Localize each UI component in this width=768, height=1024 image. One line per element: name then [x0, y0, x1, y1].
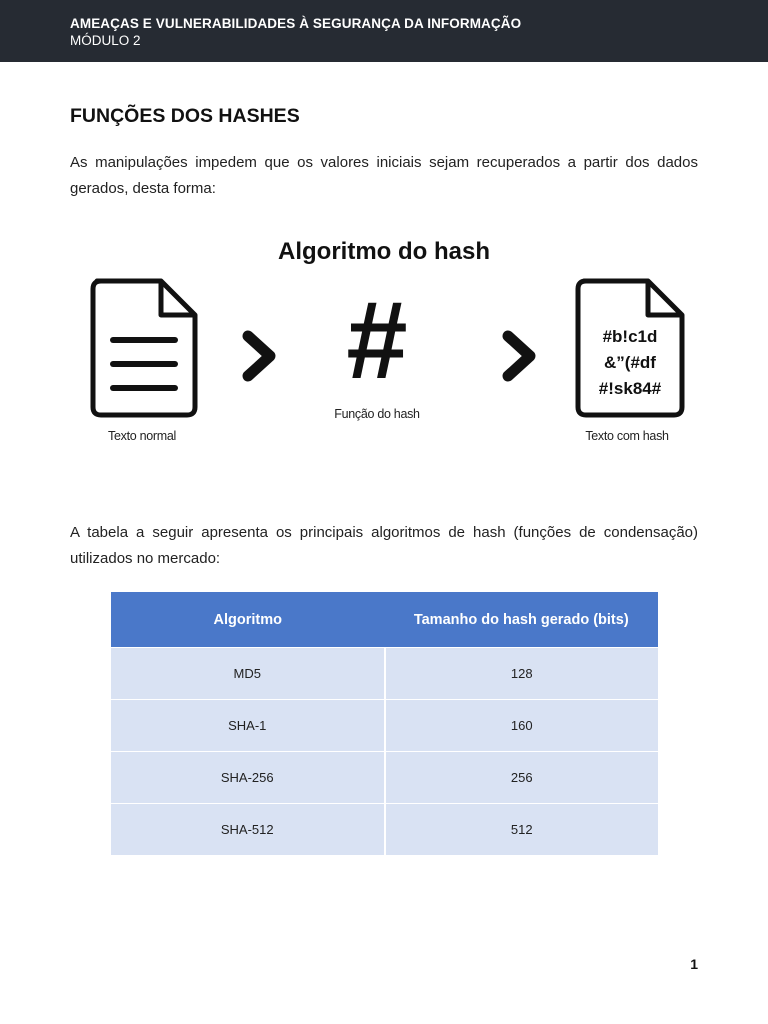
document-title: AMEAÇAS E VULNERABILIDADES À SEGURANÇA DA INFORMAÇÃO [70, 16, 522, 31]
table-header-row [111, 592, 658, 648]
algorithm-cell: MD5 [111, 648, 385, 700]
section-title: FUNÇÕES DOS HASHES [70, 105, 300, 127]
intro-paragraph: As manipulações impedem que os valores iniciais sejam recuperados a partir dos dados gerados, desta forma: [70, 154, 698, 197]
module-label: MÓDULO 2 [70, 33, 141, 48]
hashed-text-line: #b!c1d [602, 327, 658, 346]
document-header-bar [0, 0, 768, 62]
hash-size-cell: 512 [385, 804, 659, 856]
hashed-text-line: #!sk84# [598, 379, 662, 398]
diagram-title: Algoritmo do hash [278, 238, 490, 265]
algorithm-cell: SHA-512 [111, 804, 385, 856]
column-header-algorithm: Algoritmo [111, 592, 385, 648]
hash-size-cell: 160 [385, 700, 659, 752]
page-number: 1 [690, 956, 698, 972]
table-row [111, 648, 658, 700]
document-lines-icon [89, 278, 199, 418]
hashed-text-line: &”(#df [604, 353, 656, 372]
column-header-hash-size: Tamanho do hash gerado (bits) [385, 592, 659, 648]
chevron-right-icon [500, 328, 540, 384]
hash-icon: # [346, 279, 408, 402]
chevron-right-icon [240, 328, 280, 384]
hashed-text [574, 324, 686, 402]
table-intro-paragraph: A tabela a seguir apresenta os principais algoritmos de hash (funções de condensação) utilizados no mercado: [70, 524, 698, 567]
hash-size-cell: 256 [385, 752, 659, 804]
hash-algorithms-table [111, 592, 658, 856]
algorithm-cell: SHA-1 [111, 700, 385, 752]
caption-plain-text: Texto normal [108, 429, 176, 443]
hash-algorithm-diagram [70, 232, 698, 462]
table-row [111, 752, 658, 804]
table-row [111, 700, 658, 752]
caption-hash-function: Função do hash [334, 407, 420, 421]
table-row [111, 804, 658, 856]
algorithm-cell: SHA-256 [111, 752, 385, 804]
caption-hashed-text: Texto com hash [585, 429, 669, 443]
hash-size-cell: 128 [385, 648, 659, 700]
